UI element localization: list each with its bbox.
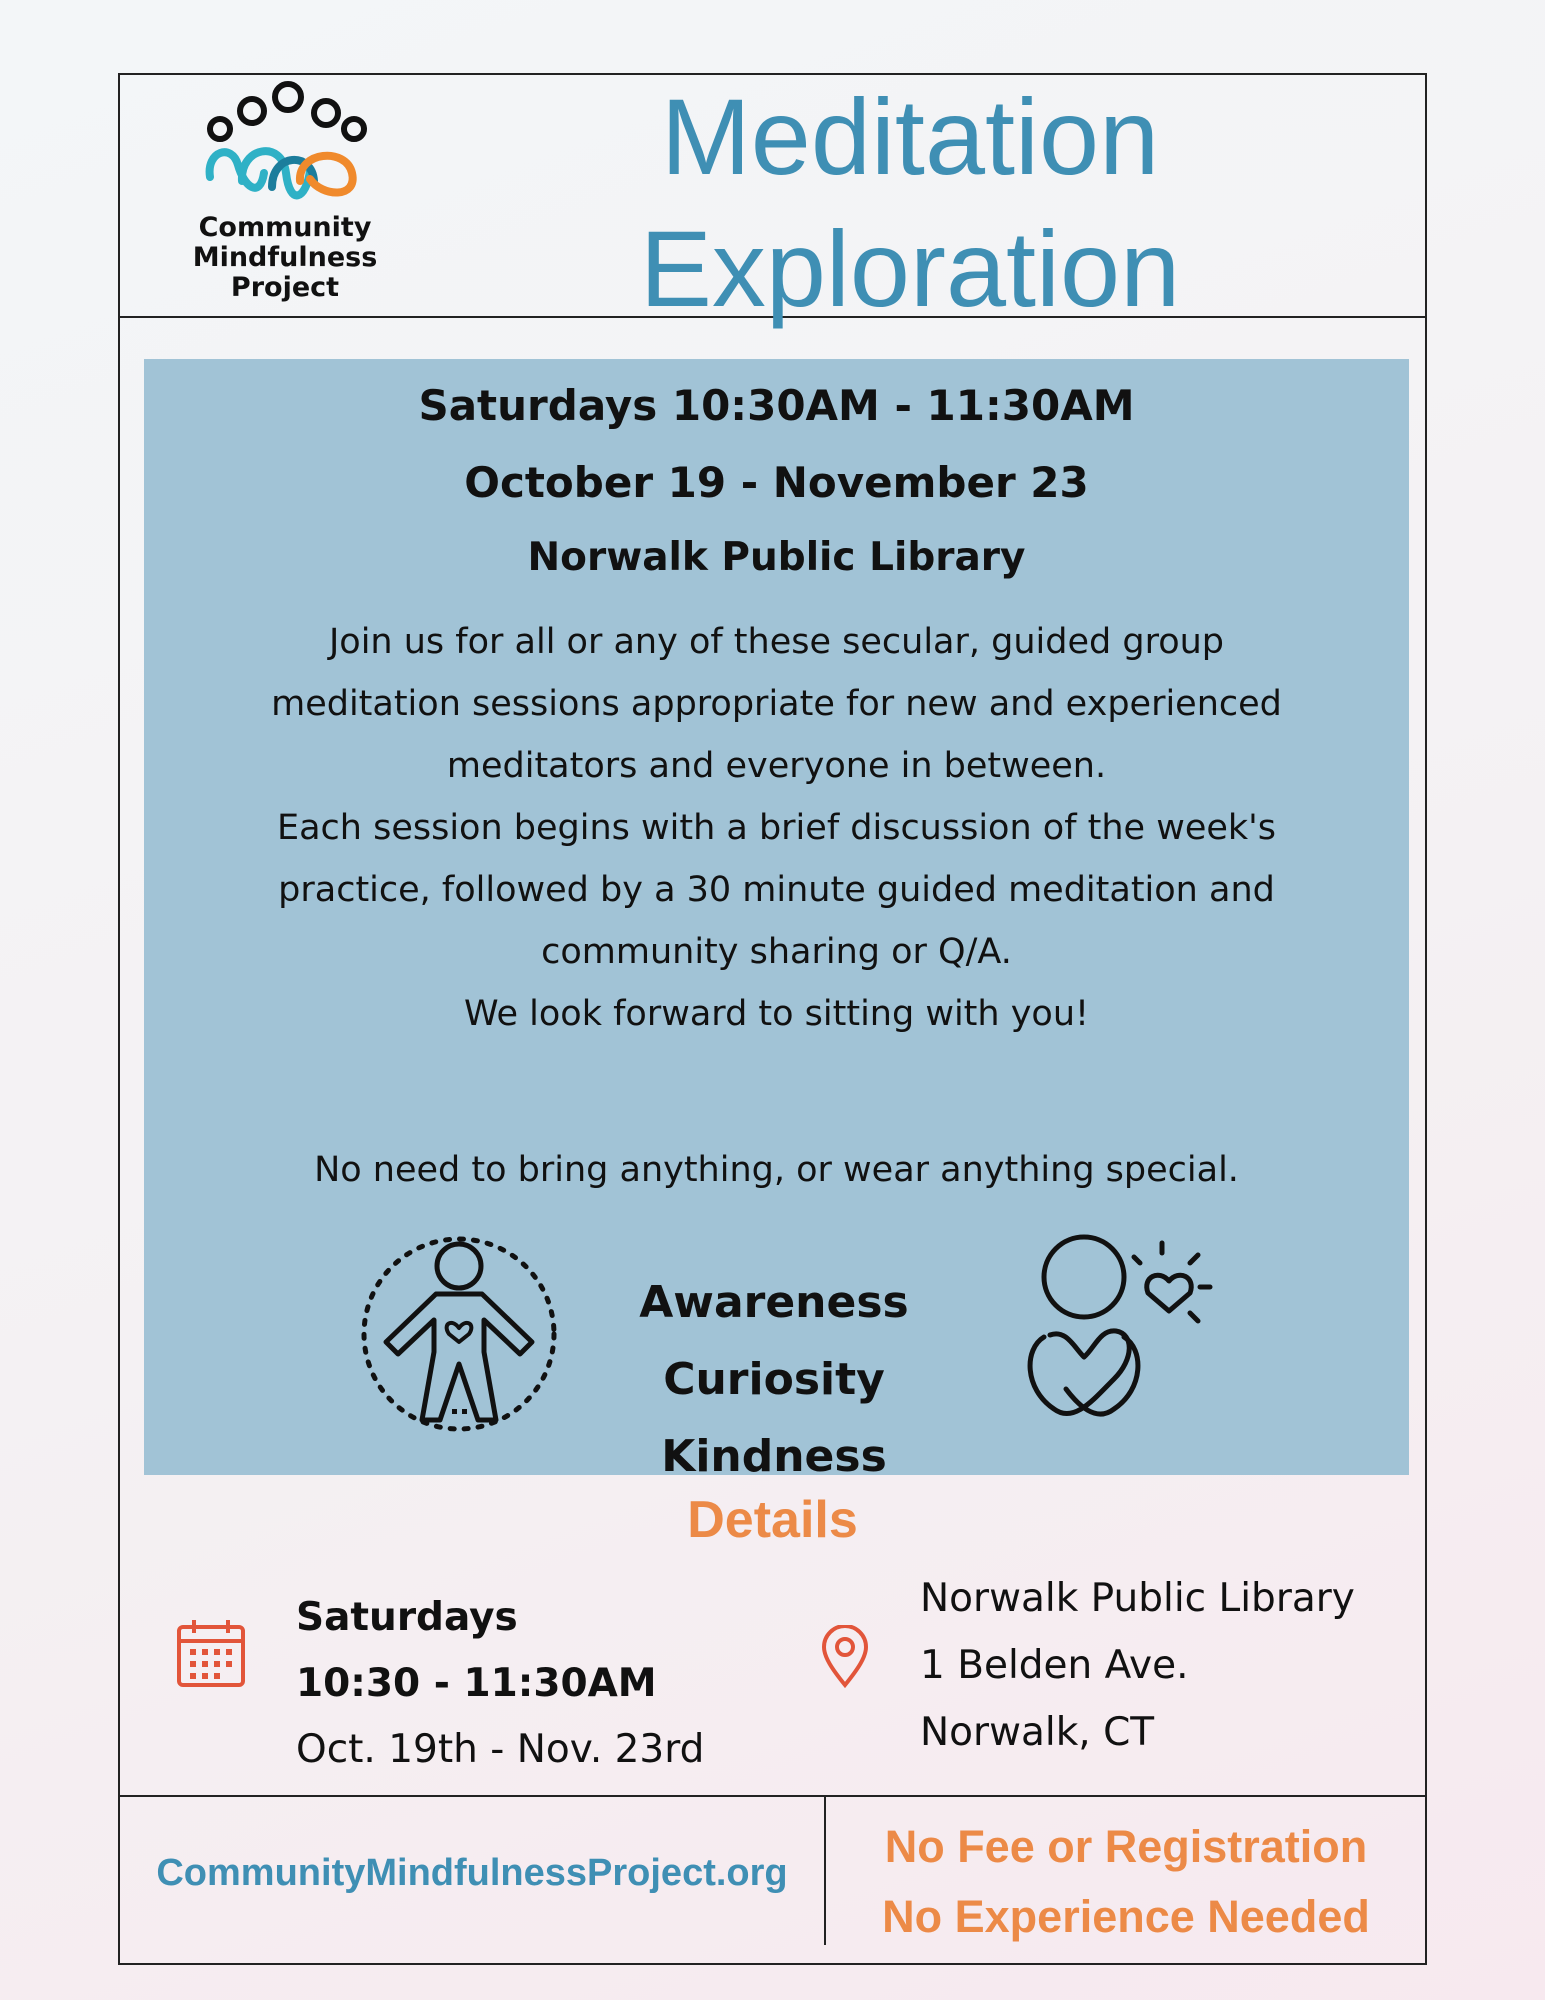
- description: [144, 611, 1409, 1045]
- schedule-heading: Saturdays 10:30AM - 11:30AM: [418, 381, 1135, 430]
- title-line: Exploration: [639, 208, 1181, 329]
- description-line: Each session begins with a brief discussion of the week's: [276, 808, 1277, 848]
- details-heading: Details: [687, 1491, 858, 1549]
- org-name-line: Project: [230, 272, 340, 303]
- website-link[interactable]: CommunityMindfulnessProject.org: [156, 1852, 788, 1894]
- description-line: community sharing or Q/A.: [541, 932, 1012, 972]
- description-line: Join us for all or any of these secular, guided group: [328, 622, 1225, 662]
- footer: [120, 1795, 1425, 1965]
- bring-note: No need to bring anything, or wear anything special.: [314, 1150, 1239, 1190]
- logo-people-icon: [202, 81, 372, 211]
- org-name-line: Community: [198, 212, 372, 243]
- description-line: practice, followed by a 30 minute guided meditation and: [278, 870, 1275, 910]
- page-title: [500, 71, 1320, 335]
- footer-note: No Experience Needed: [882, 1891, 1370, 1942]
- person-heart-aura-icon: [354, 1224, 564, 1434]
- value-item: Curiosity: [663, 1354, 885, 1405]
- calendar-icon: [176, 1617, 246, 1689]
- org-logo: [170, 81, 400, 311]
- self-hug-heart-icon: [1004, 1219, 1214, 1429]
- address-line: 1 Belden Ave.: [920, 1643, 1189, 1688]
- description-line: meditation sessions appropriate for new and experienced: [271, 684, 1282, 724]
- location-pin-icon: [820, 1625, 870, 1689]
- org-name-line: Mindfulness: [192, 242, 378, 273]
- header: [120, 75, 1425, 329]
- address-line: Norwalk Public Library: [920, 1576, 1355, 1621]
- value-item: Awareness: [639, 1277, 909, 1328]
- dates-heading: October 19 - November 23: [464, 458, 1089, 507]
- location-heading: Norwalk Public Library: [527, 535, 1026, 580]
- description-line: meditators and everyone in between.: [446, 746, 1107, 786]
- flyer-frame: [118, 73, 1427, 1965]
- schedule-dates: Oct. 19th - Nov. 23rd: [296, 1727, 705, 1772]
- value-item: Kindness: [661, 1431, 887, 1482]
- org-name: [170, 213, 400, 303]
- description-line: We look forward to sitting with you!: [463, 994, 1090, 1034]
- schedule-details: [296, 1585, 704, 1783]
- schedule-time: 10:30 - 11:30AM: [296, 1661, 657, 1706]
- address-details: [920, 1565, 1355, 1766]
- footer-note: No Fee or Registration: [884, 1821, 1368, 1872]
- values-list: [624, 1264, 924, 1495]
- title-line: Meditation: [660, 76, 1160, 197]
- address-line: Norwalk, CT: [920, 1710, 1155, 1755]
- footer-notes: [826, 1812, 1426, 1952]
- schedule-day: Saturdays: [296, 1595, 518, 1640]
- info-panel: [144, 359, 1409, 1482]
